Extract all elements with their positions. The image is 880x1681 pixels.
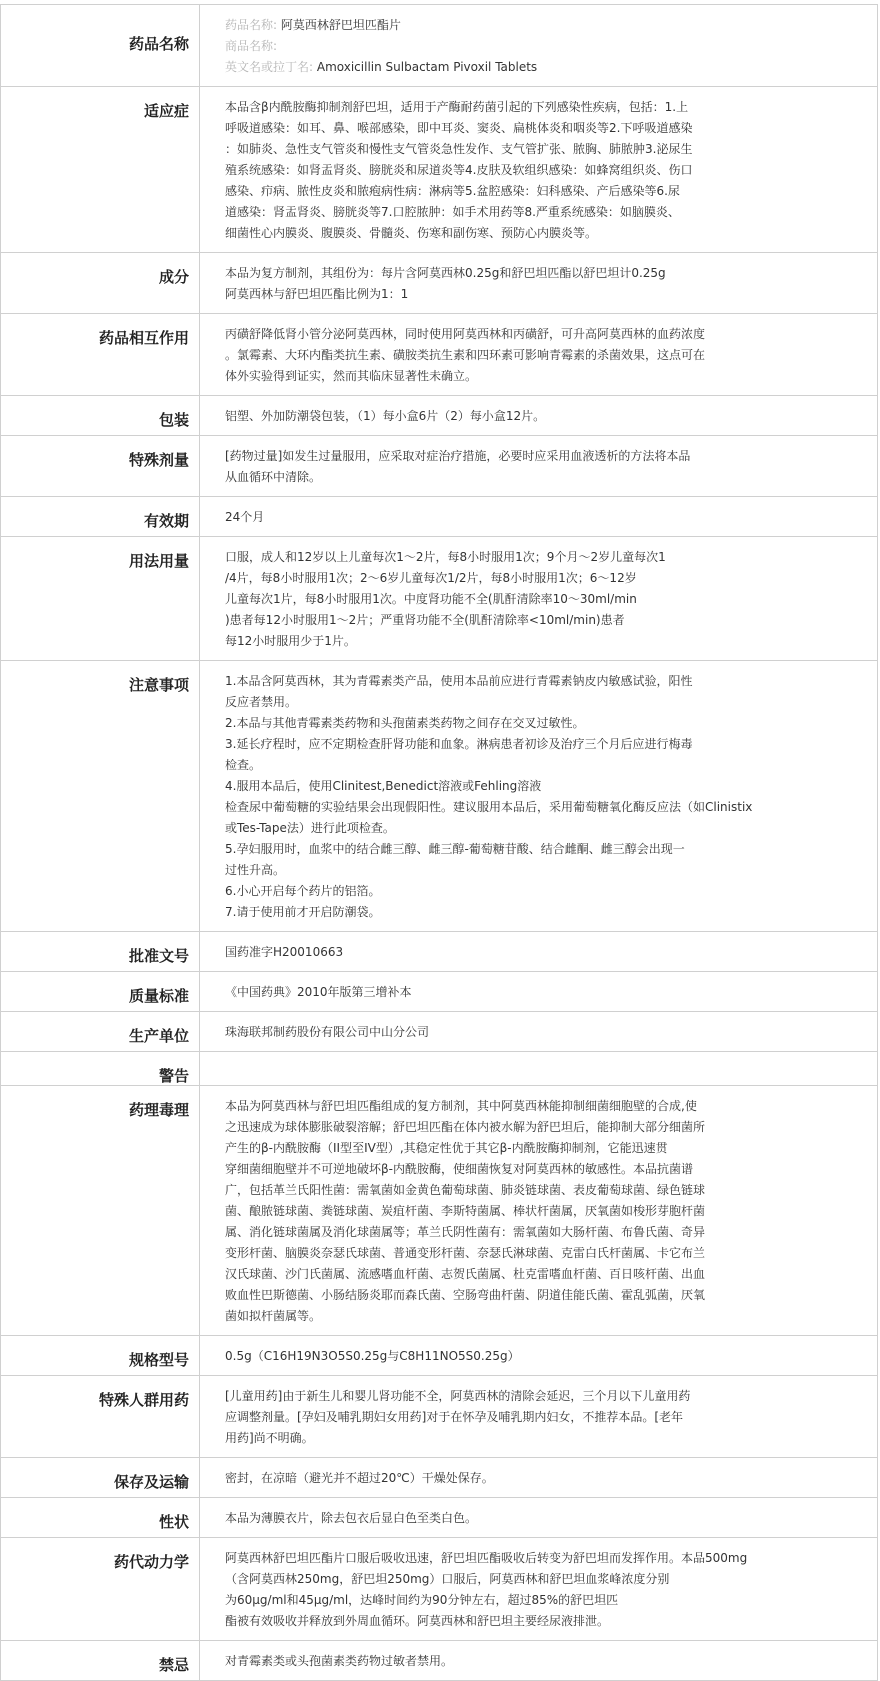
text-line: 检查。 — [225, 758, 262, 772]
field-label: 特殊剂量 — [1, 436, 200, 497]
text-line: 3.延长疗程时，应不定期检查肝肾功能和血象。淋病患者初诊及治疗三个月后应进行梅毒 — [225, 737, 693, 751]
field-label: 生产单位 — [1, 1012, 200, 1052]
text-line: 广，包括革兰氏阳性菌：需氧菌如金黄色葡萄球菌、肺炎链球菌、表皮葡萄球菌、绿色链球 — [225, 1183, 706, 1197]
field-value — [200, 661, 878, 932]
field-value — [200, 396, 878, 436]
text-line: 5.孕妇服用时，血浆中的结合雌三醇、雌三醇-葡萄糖苷酸、结合雌酮、雌三醇会出现一 — [225, 842, 685, 856]
text-line: 7.请于使用前才开启防潮袋。 — [225, 905, 381, 919]
table-row — [1, 1336, 878, 1376]
field-value — [200, 314, 878, 396]
field-value — [200, 5, 878, 87]
field-value — [200, 1376, 878, 1458]
table-row — [1, 1052, 878, 1086]
text-line: 感染、疖病、脓性皮炎和脓疱病性病：淋病等5.盆腔感染：妇科感染、产后感染等6.尿 — [225, 184, 680, 198]
field-label: 成分 — [1, 253, 200, 314]
text-line: 变形杆菌、脑膜炎奈瑟氏球菌、普通变形杆菌、奈瑟氏淋球菌、克雷白氏杆菌属、卡它布兰 — [225, 1246, 706, 1260]
table-row — [1, 253, 878, 314]
field-label: 有效期 — [1, 497, 200, 537]
text-line: )患者每12小时服用1～2片；严重肾功能不全(肌酐清除率<10ml/min)患者 — [225, 613, 625, 627]
text-line: 国药准字H20010663 — [225, 945, 344, 959]
text-line: /4片，每8小时服用1次；2～6岁儿童每次1/2片，每8小时服用1次；6～12岁 — [225, 571, 637, 585]
field-value — [200, 972, 878, 1012]
text-line: 本品含β内酰胺酶抑制剂舒巴坦，适用于产酶耐药菌引起的下列感染性疾病，包括：1.上 — [225, 100, 689, 114]
text-line: 细菌性心内膜炎、腹膜炎、骨髓炎、伤寒和副伤寒、预防心内膜炎等。 — [225, 226, 598, 240]
field-label: 药品名称 — [1, 5, 200, 87]
field-value — [200, 1458, 878, 1498]
text-line: （含阿莫西林250mg，舒巴坦250mg）口服后，阿莫西林和舒巴坦血浆峰浓度分别 — [225, 1572, 670, 1586]
field-value — [200, 436, 878, 497]
field-label: 警告 — [1, 1052, 200, 1086]
table-row — [1, 314, 878, 396]
field-label: 规格型号 — [1, 1336, 200, 1376]
table-row — [1, 1458, 878, 1498]
text-line: 穿细菌细胞壁并不可逆地破坏β-内酰胺酶，使细菌恢复对阿莫西林的敏感性。本品抗菌谱 — [225, 1162, 693, 1176]
text-line: 汉氏球菌、沙门氏菌属、流感嗜血杆菌、志贺氏菌属、杜克雷嗜血杆菌、百日咳杆菌、出血 — [225, 1267, 706, 1281]
field-label: 保存及运输 — [1, 1458, 200, 1498]
drug-info-table — [0, 4, 878, 1681]
text-line: 之迅速成为球体膨胀破裂溶解；舒巴坦匹酯在体内被水解为舒巴坦后，能抑制大部分细菌所 — [225, 1120, 706, 1134]
name-line-prefix: 英文名或拉丁名: — [225, 60, 314, 74]
field-value — [200, 253, 878, 314]
text-line: 菌如拟杆菌属等。 — [225, 1309, 322, 1323]
table-row — [1, 932, 878, 972]
table-row — [1, 1538, 878, 1641]
field-label: 适应症 — [1, 87, 200, 253]
text-line: 属、消化链球菌属及消化球菌属等；革兰氏阴性菌有：需氧菌如大肠杆菌、布鲁氏菌、奇异 — [225, 1225, 706, 1239]
table-row — [1, 972, 878, 1012]
text-line: 为60μg/ml和45μg/ml，达峰时间约为90分钟左右，超过85%的舒巴坦匹 — [225, 1593, 619, 1607]
table-row — [1, 396, 878, 436]
text-line: 口服，成人和12岁以上儿童每次1～2片，每8小时服用1次；9个月～2岁儿童每次1 — [225, 550, 666, 564]
field-label: 用法用量 — [1, 537, 200, 661]
table-row — [1, 436, 878, 497]
text-line: 过性升高。 — [225, 863, 286, 877]
name-line — [225, 15, 867, 36]
field-value — [200, 1052, 878, 1086]
text-line: 4.服用本品后，使用Clinitest,Benedict溶液或Fehling溶液 — [225, 779, 542, 793]
text-line: 从血循环中清除。 — [225, 470, 322, 484]
table-row — [1, 1641, 878, 1681]
text-line: 对青霉素类或头孢菌素类药物过敏者禁用。 — [225, 1654, 454, 1668]
text-line: 产生的β-内酰胺酶（II型至IV型）,其稳定性优于其它β-内酰胺酶抑制剂，它能迅速贯 — [225, 1141, 668, 1155]
text-line: 《中国药典》2010年版第三增补本 — [225, 985, 412, 999]
field-label: 注意事项 — [1, 661, 200, 932]
text-line: 道感染：肾盂肾炎、膀胱炎等7.口腔脓肿：如手术用药等8.严重系统感染：如脑膜炎、 — [225, 205, 680, 219]
text-line: 珠海联邦制药股份有限公司中山分公司 — [225, 1025, 430, 1039]
name-line — [225, 36, 867, 57]
text-line: 或Tes-Tape法）进行此项检查。 — [225, 821, 395, 835]
field-label: 特殊人群用药 — [1, 1376, 200, 1458]
field-label: 药代动力学 — [1, 1538, 200, 1641]
field-label: 药品相互作用 — [1, 314, 200, 396]
field-label: 质量标准 — [1, 972, 200, 1012]
table-row — [1, 1376, 878, 1458]
field-value — [200, 1336, 878, 1376]
text-line: 0.5g（C16H19N3O5S0.25g与C8H11NO5S0.25g） — [225, 1349, 520, 1363]
field-label: 药理毒理 — [1, 1086, 200, 1336]
text-line: 24个月 — [225, 510, 265, 524]
text-line: 败血性巴斯德菌、小肠结肠炎耶而森氏菌、空肠弯曲杆菌、阴道佳能氏菌、霍乱弧菌，厌氧 — [225, 1288, 706, 1302]
field-value — [200, 932, 878, 972]
table-row — [1, 537, 878, 661]
text-line: [药物过量]如发生过量服用，应采取对症治疗措施，必要时应采用血液透析的方法将本品 — [225, 449, 691, 463]
text-line: 阿莫西林与舒巴坦匹酯比例为1：1 — [225, 287, 409, 301]
text-line: 用药]尚不明确。 — [225, 1431, 314, 1445]
field-value — [200, 1498, 878, 1538]
text-line: 。氯霉素、大环内酯类抗生素、磺胺类抗生素和四环素可影响青霉素的杀菌效果，这点可在 — [225, 348, 706, 362]
text-line: 本品为薄膜衣片，除去包衣后显白色至类白色。 — [225, 1511, 478, 1525]
table-row — [1, 1012, 878, 1052]
field-label: 批准文号 — [1, 932, 200, 972]
text-line: 铝塑、外加防潮袋包装，（1）每小盒6片（2）每小盒12片。 — [225, 409, 546, 423]
text-line: 儿童每次1片，每8小时服用1次。中度肾功能不全(肌酐清除率10～30ml/min — [225, 592, 637, 606]
name-line-prefix: 商品名称: — [225, 39, 278, 53]
text-line: 2.本品与其他青霉素类药物和头孢菌素类药物之间存在交叉过敏性。 — [225, 716, 585, 730]
text-line: 阿莫西林舒巴坦匹酯片口服后吸收迅速，舒巴坦匹酯吸收后转变为舒巴坦而发挥作用。本品500mg — [225, 1551, 748, 1565]
table-row — [1, 5, 878, 87]
table-row — [1, 497, 878, 537]
table-row — [1, 1086, 878, 1336]
field-value — [200, 1086, 878, 1336]
text-line: 殖系统感染：如肾盂肾炎、膀胱炎和尿道炎等4.皮肤及软组织感染：如蜂窝组织炎、伤口 — [225, 163, 693, 177]
text-line: ：如肺炎、急性支气管炎和慢性支气管炎急性发作、支气管扩张、脓胸、肺脓肿3.泌尿生 — [225, 142, 693, 156]
text-line: 6.小心开启每个药片的铝箔。 — [225, 884, 381, 898]
drug-info-table-body — [1, 5, 878, 1681]
text-line: 酯被有效吸收并释放到外周血循环。阿莫西林和舒巴坦主要经尿液排泄。 — [225, 1614, 610, 1628]
text-line: 应调整剂量。[孕妇及哺乳期妇女用药]对于在怀孕及哺乳期内妇女，不推荐本品。[老年 — [225, 1410, 684, 1424]
text-line: 反应者禁用。 — [225, 695, 298, 709]
text-line: 每12小时服用少于1片。 — [225, 634, 356, 648]
text-line: 检查尿中葡萄糖的实验结果会出现假阳性。建议服用本品后，采用葡萄糖氧化酶反应法（如Clinistix — [225, 800, 753, 814]
name-line-value: 阿莫西林舒巴坦匹酯片 — [280, 18, 401, 32]
text-line: [儿童用药]由于新生儿和婴儿肾功能不全，阿莫西林的清除会延迟，三个月以下儿童用药 — [225, 1389, 691, 1403]
text-line: 密封，在凉暗（避光并不超过20℃）干燥处保存。 — [225, 1471, 494, 1485]
text-line: 呼吸道感染：如耳、鼻、喉部感染，即中耳炎、窦炎、扁桃体炎和咽炎等2.下呼吸道感染 — [225, 121, 693, 135]
table-row — [1, 87, 878, 253]
field-value — [200, 87, 878, 253]
text-line: 体外实验得到证实，然而其临床显著性未确立。 — [225, 369, 478, 383]
table-row — [1, 1498, 878, 1538]
text-line: 丙磺舒降低肾小管分泌阿莫西林，同时使用阿莫西林和丙磺舒，可升高阿莫西林的血药浓度 — [225, 327, 706, 341]
field-label: 禁忌 — [1, 1641, 200, 1681]
name-line — [225, 57, 867, 78]
text-line: 菌、酿脓链球菌、粪链球菌、炭疽杆菌、李斯特菌属、棒状杆菌属，厌氧菌如梭形芽胞杆菌 — [225, 1204, 706, 1218]
field-value — [200, 1641, 878, 1681]
field-label: 包装 — [1, 396, 200, 436]
field-value — [200, 537, 878, 661]
field-value — [200, 497, 878, 537]
text-line: 1.本品含阿莫西林，其为青霉素类产品，使用本品前应进行青霉素钠皮内敏感试验，阳性 — [225, 674, 693, 688]
table-row — [1, 661, 878, 932]
name-line-value: Amoxicillin Sulbactam Pivoxil Tablets — [316, 60, 538, 74]
field-label: 性状 — [1, 1498, 200, 1538]
name-line-prefix: 药品名称: — [225, 18, 278, 32]
text-line: 本品为阿莫西林与舒巴坦匹酯组成的复方制剂，其中阿莫西林能抑制细菌细胞壁的合成,使 — [225, 1099, 697, 1113]
field-value — [200, 1012, 878, 1052]
field-value — [200, 1538, 878, 1641]
text-line: 本品为复方制剂，其组份为：每片含阿莫西林0.25g和舒巴坦匹酯以舒巴坦计0.25g — [225, 266, 666, 280]
